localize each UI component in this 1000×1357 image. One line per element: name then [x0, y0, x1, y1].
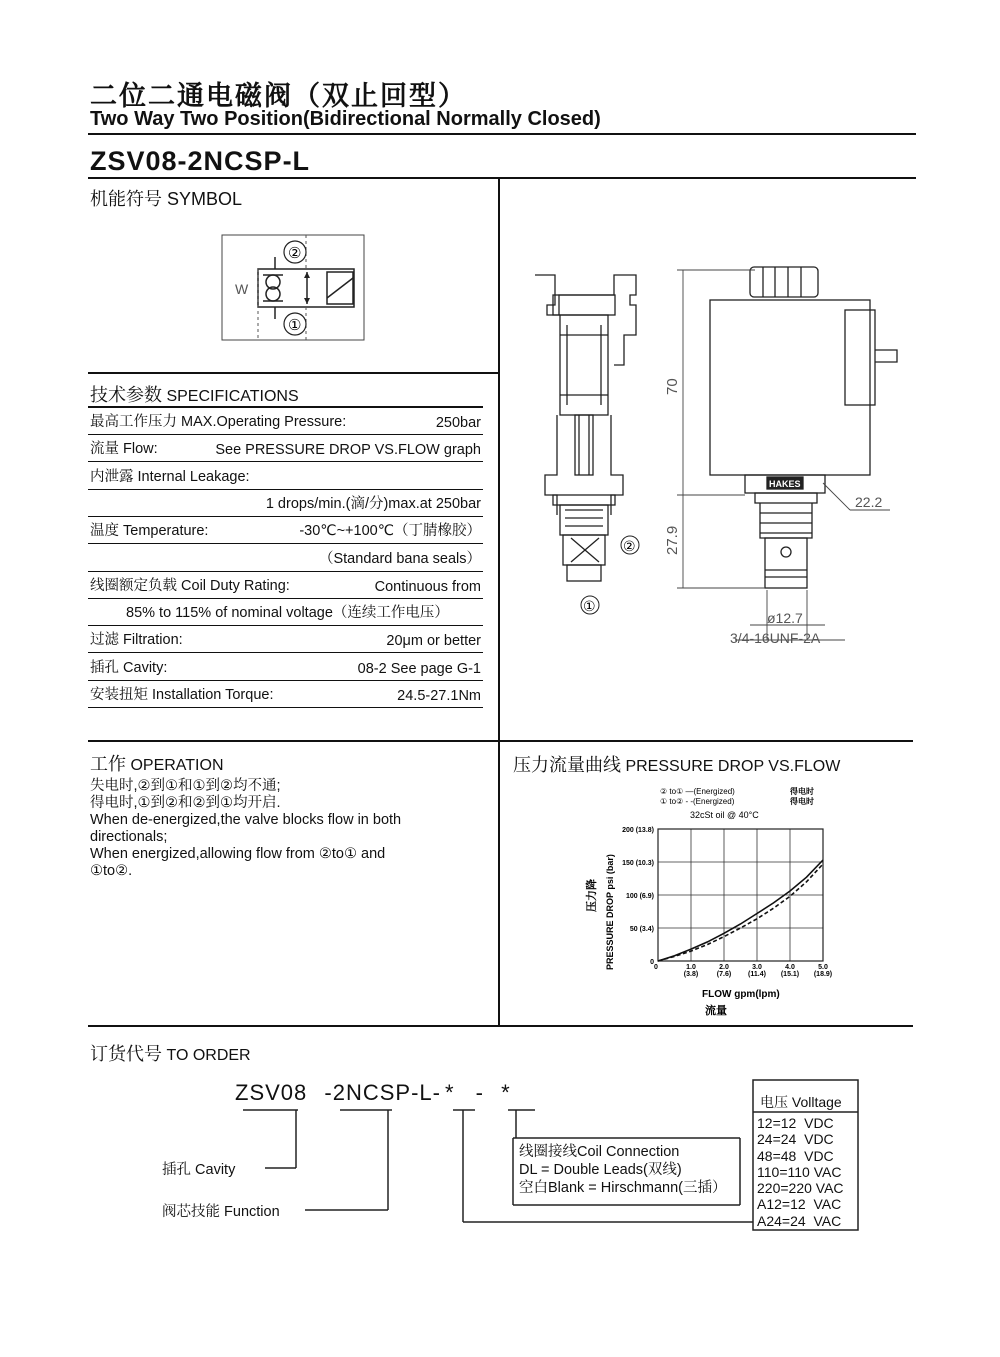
- y-axis-label: PRESSURE DROP psi (bar): [605, 854, 615, 970]
- spec-label: 最高工作压力 MAX.Operating Pressure:: [90, 414, 347, 430]
- x-tick-label: 0: [654, 964, 658, 971]
- coil-dl: DL = Double Leads(双线): [519, 1162, 682, 1178]
- spec-value: See PRESSURE DROP VS.FLOW graph: [215, 442, 481, 459]
- dim-27-9: 27.9: [664, 525, 681, 555]
- x-tick-sublabel: (7.6): [716, 971, 732, 978]
- chart-note: 32cSt oil @ 40°C: [690, 810, 759, 820]
- spec-value: -30℃~+100℃（丁腈橡胶）: [299, 523, 481, 540]
- coil-connection-box: [519, 1143, 726, 1197]
- spring-label: W: [235, 281, 249, 297]
- operation-line: When de-energized,the valve blocks flow in both: [90, 812, 402, 828]
- y-axis-label-cn: 压力降: [586, 879, 598, 912]
- order-heading-cn: 订货代号: [90, 1044, 162, 1064]
- coil-title: 线圈接线Coil Connection: [519, 1144, 680, 1160]
- x-tick-sublabel: (3.8): [683, 971, 699, 978]
- x-tick-sublabel: (15.1): [780, 971, 800, 978]
- y-tick-label: 50 (3.4): [629, 926, 654, 933]
- title-english: Two Way Two Position(Bidirectional Normally Closed): [90, 108, 601, 130]
- x-tick-label: 1.0: [686, 964, 696, 971]
- x-axis-label: FLOW gpm(lpm): [702, 989, 780, 1000]
- voltage-item: A24=24 VAC: [757, 1212, 842, 1229]
- legend-entry: ① to② - -(Energized): [660, 797, 735, 806]
- operation-line: ①to②.: [90, 863, 133, 879]
- code-function: 2NCSP-L: [332, 1080, 433, 1105]
- y-tick-label: 200 (13.8): [622, 827, 654, 834]
- spec-value: 250bar: [435, 415, 481, 431]
- y-tick-label: 0: [650, 959, 654, 966]
- x-axis-label-cn: 流量: [705, 1005, 727, 1017]
- legend-entry-cn: 得电时: [790, 797, 814, 806]
- coil-blank: 空白Blank = Hirschmann(三插）: [519, 1180, 727, 1196]
- x-tick-label: 3.0: [752, 964, 762, 971]
- voltage-item: A12=12 VAC: [757, 1196, 842, 1213]
- spec-label: 过滤 Filtration:: [90, 632, 183, 649]
- thread-spec: 3/4-16UNF-2A: [730, 630, 821, 646]
- voltage-item: 110=110 VAC: [757, 1163, 842, 1180]
- spec-label: 温度 Temperature:: [90, 523, 209, 540]
- x-tick-sublabel: (11.4): [748, 971, 766, 978]
- spec-value: 85% to 115% of nominal voltage（连续工作电压）: [126, 605, 449, 622]
- operation-heading-en: OPERATION: [130, 757, 224, 774]
- operation-line: 得电时,①到②和②到①均开启.: [90, 795, 281, 811]
- title-chinese: 二位二通电磁阀（双止回型）: [90, 81, 467, 111]
- operation-line: 失电时,②到①和①到②均不通;: [90, 778, 281, 794]
- code-coil: *: [444, 1080, 455, 1105]
- code-series: ZSV08: [235, 1080, 308, 1105]
- spec-label: 线圈额定负载 Coil Duty Rating:: [90, 577, 290, 594]
- y-tick-label: 150 (10.3): [622, 860, 654, 867]
- port-1-label: ①: [583, 598, 596, 614]
- code-dash: -: [432, 1080, 441, 1105]
- brand-label: HAKES: [769, 479, 801, 489]
- spec-label: 流量 Flow:: [90, 441, 158, 458]
- port-2-label: ②: [623, 538, 636, 554]
- model-number: ZSV08-2NCSP-L: [90, 146, 311, 176]
- y-tick-label: 100 (6.9): [625, 893, 654, 900]
- spec-value: 24.5-27.1Nm: [397, 688, 481, 704]
- order-heading-en: TO ORDER: [166, 1047, 251, 1064]
- port-1-label: ①: [288, 317, 302, 334]
- voltage-list: [757, 1115, 844, 1229]
- chart-heading-cn: 压力流量曲线: [513, 755, 621, 775]
- voltage-item: 24=24 VDC: [757, 1131, 834, 1148]
- operation-line: When energized,allowing flow from ②to① and: [90, 846, 386, 862]
- spec-value: 1 drops/min.(滴/分)max.at 250bar: [265, 495, 481, 512]
- spec-value: Continuous from: [374, 578, 481, 595]
- voltage-item: 12=12 VDC: [757, 1115, 834, 1131]
- code-dash: -: [475, 1080, 484, 1105]
- legend-entry: ② to① —(Energized): [660, 787, 735, 796]
- legend-entry-cn: 得电时: [790, 787, 814, 796]
- code-dash: -: [324, 1080, 333, 1105]
- port-2-label: ②: [288, 245, 302, 262]
- function-label: 阀芯技能 Function: [162, 1204, 280, 1220]
- x-tick-label: 5.0: [818, 964, 828, 971]
- cavity-label: 插孔 Cavity: [162, 1162, 236, 1178]
- dim-22-2: 22.2: [855, 494, 883, 510]
- spec-value: 08-2 See page G-1: [357, 660, 481, 677]
- dim-12-7: ø12.7: [767, 610, 803, 626]
- code-voltage: *: [501, 1080, 511, 1105]
- symbol-heading: 机能符号 SYMBOL: [90, 189, 243, 209]
- voltage-item: 48=48 VDC: [757, 1147, 834, 1164]
- spec-value: 20μm or better: [386, 633, 481, 650]
- dim-70: 70: [664, 378, 681, 395]
- specs-heading-cn: 技术参数: [90, 385, 162, 405]
- specs-heading-en: SPECIFICATIONS: [166, 388, 299, 405]
- x-tick-label: 2.0: [719, 964, 729, 971]
- operation-heading-cn: 工作: [90, 754, 126, 774]
- operation-line: directionals;: [90, 829, 168, 845]
- spec-label: 插孔 Cavity:: [90, 659, 168, 676]
- voltage-item: 220=220 VAC: [757, 1180, 844, 1197]
- spec-label: 内泄露 Internal Leakage:: [90, 468, 250, 485]
- voltage-title: 电压 Volltage: [760, 1094, 842, 1110]
- x-tick-sublabel: (18.9): [813, 971, 833, 978]
- spec-label: 安装扭矩 Installation Torque:: [90, 687, 274, 703]
- spec-value: （Standard bana seals）: [318, 550, 481, 567]
- x-tick-label: 4.0: [785, 964, 795, 971]
- chart-heading-en: PRESSURE DROP VS.FLOW: [625, 758, 841, 775]
